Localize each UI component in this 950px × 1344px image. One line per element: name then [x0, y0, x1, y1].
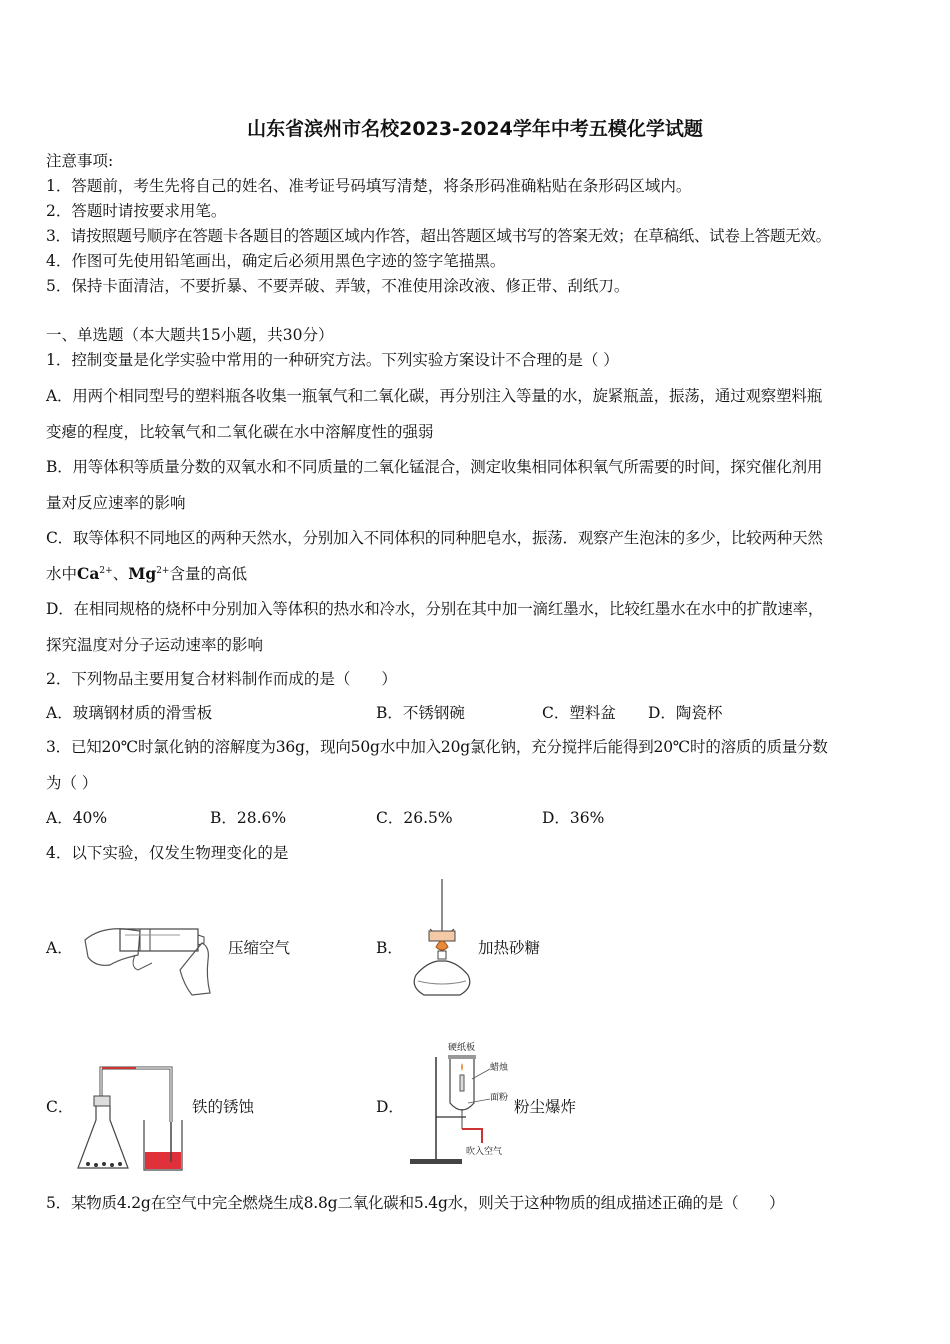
q1-option-c: C．取等体积不同地区的两种天然水，分别加入不同体积的同种肥皂水，振荡．观察产生泡沫的多少，比较两种天然	[46, 529, 823, 547]
alcohol-lamp-illustration	[402, 877, 472, 999]
page-title: 山东省滨州市名校2023-2024学年中考五模化学试题	[247, 118, 703, 140]
q1-option-a: A．用两个相同型号的塑料瓶各收集一瓶氧气和二氧化碳，再分别注入等量的水，旋紧瓶盖，振荡，通过观察塑料瓶	[46, 387, 822, 405]
q3-option-b: B．28.6%	[210, 809, 287, 827]
section-heading: 一、单选题（本大题共15小题，共30分）	[46, 326, 334, 344]
q3-option-c: C．26.5%	[376, 809, 453, 827]
q1-option-c-cont: 水中$Ca^{2+}$、$Mg^{2+}$含量的高低	[46, 564, 247, 583]
q4-option-b-text: 加热砂糖	[478, 939, 541, 957]
q3-stem: 3．已知20℃时氯化钠的溶解度为36g，现向50g水中加入20g氯化钠，充分搅拌后能得到20℃时的溶质的质量分数	[46, 738, 828, 756]
q4-option-b-letter: B．	[376, 939, 403, 957]
q3-stem-cont: 为（ ）	[46, 774, 98, 792]
label-blow-air: 吹入空气	[466, 1147, 503, 1157]
q1-option-d: D．在相同规格的烧杯中分别加入等体积的热水和冷水，分别在其中加一滴红墨水，比较红墨水在水中的扩散速率，	[46, 600, 824, 618]
q2-option-c: C．塑料盆	[542, 704, 616, 722]
q4-option-a-letter: A．	[46, 939, 73, 957]
q1-stem: 1．控制变量是化学实验中常用的一种研究方法。下列实验方案设计不合理的是（ ）	[46, 351, 619, 369]
notice-item: 5．保持卡面清洁，不要折暴、不要弄破、弄皱，不准使用涂改液、修正带、刮纸刀。	[46, 277, 630, 295]
q4-option-a-text: 压缩空气	[228, 939, 291, 957]
dust-explosion-setup	[406, 1043, 510, 1171]
q3-option-a: A．40%	[46, 809, 108, 827]
q1-option-b: B．用等体积等质量分数的双氧水和不同质量的二氧化锰混合，测定收集相同体积氧气所需要的时间，探究催化剂用	[46, 458, 823, 476]
q2-option-b: B．不锈钢碗	[376, 704, 465, 722]
q5-stem: 5．某物质4.2g在空气中完全燃烧生成8.8g二氧化碳和5.4g水，则关于这种物质的组成描述正确的是（ ）	[46, 1194, 785, 1212]
q3-option-d: D．36%	[542, 809, 605, 827]
label-candle: 蜡烛	[490, 1063, 509, 1073]
rusting-setup-illustration	[76, 1060, 186, 1174]
q4-option-d-letter: D．	[376, 1098, 404, 1116]
notice-item: 4．作图可先使用铅笔画出，确定后必须用黑色字迹的签字笔描黑。	[46, 252, 506, 270]
q1-option-b-cont: 量对反应速率的影响	[46, 494, 186, 512]
notice-item: 2．答题时请按要求用笔。	[46, 202, 227, 220]
q2-stem: 2．下列物品主要用复合材料制作而成的是（ ）	[46, 670, 397, 688]
q4-option-c-letter: C．	[46, 1098, 74, 1116]
q1-option-a-cont: 变瘪的程度，比较氧气和二氧化碳在水中溶解度性的强弱	[46, 423, 434, 441]
q4-option-d-text: 粉尘爆炸	[514, 1098, 577, 1116]
label-flour: 面粉	[490, 1093, 509, 1103]
q4-stem: 4．以下实验，仅发生物理变化的是	[46, 844, 289, 862]
q2-option-d: D．陶瓷杯	[648, 704, 723, 722]
q4-option-c-text: 铁的锈蚀	[192, 1098, 255, 1116]
notice-item: 3．请按照题号顺序在答题卡各题目的答题区域内作答，超出答题区域书写的答案无效；在草稿纸、试卷上答题无效。	[46, 227, 831, 245]
label-cardboard: 硬纸板	[448, 1043, 476, 1053]
q1-option-d-cont: 探究温度对分子运动速率的影响	[46, 636, 264, 654]
q2-option-a: A．玻璃钢材质的滑雪板	[46, 704, 213, 722]
syringe-hand-illustration	[80, 915, 220, 1000]
notice-heading: 注意事项:	[46, 152, 114, 170]
notice-item: 1．答题前，考生先将自己的姓名、准考证号码填写清楚，将条形码准确粘贴在条形码区域内。	[46, 177, 692, 195]
